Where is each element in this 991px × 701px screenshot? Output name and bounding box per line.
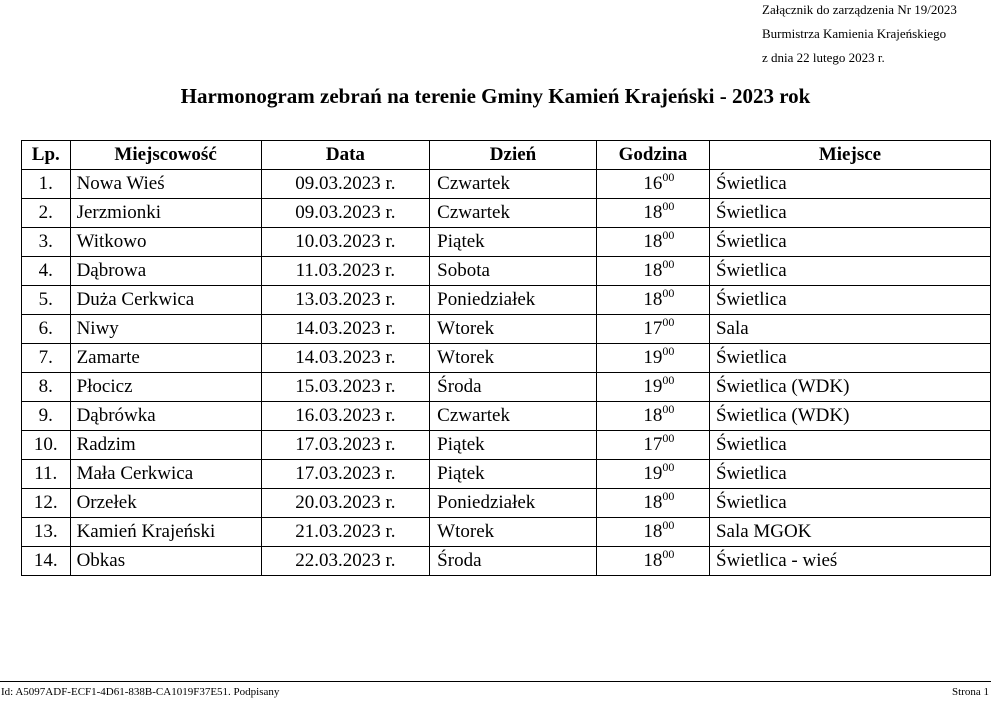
hour-value bbox=[643, 460, 675, 484]
cell-venue: Sala MGOK bbox=[709, 518, 990, 547]
hour-hours: 18 bbox=[643, 289, 663, 310]
cell-venue: Świetlica bbox=[709, 228, 990, 257]
hour-value bbox=[643, 257, 675, 281]
cell-venue: Świetlica (WDK) bbox=[709, 373, 990, 402]
hour-minutes: 00 bbox=[662, 373, 675, 387]
hour-hours: 18 bbox=[643, 521, 663, 542]
attachment-note-line3: z dnia 22 lutego 2023 r. bbox=[762, 50, 885, 65]
cell-locality: Zamarte bbox=[70, 344, 261, 373]
cell-lp: 13. bbox=[22, 518, 71, 547]
hour-minutes: 00 bbox=[662, 489, 675, 503]
hour-hours: 18 bbox=[643, 260, 663, 281]
table-row bbox=[22, 170, 991, 199]
table-row bbox=[22, 547, 991, 576]
cell-lp: 7. bbox=[22, 344, 71, 373]
cell-hour bbox=[596, 373, 709, 402]
hour-hours: 18 bbox=[643, 550, 663, 571]
cell-day: Piątek bbox=[430, 460, 597, 489]
hour-value bbox=[643, 344, 675, 368]
hour-minutes: 00 bbox=[662, 460, 675, 474]
cell-venue: Świetlica bbox=[709, 257, 990, 286]
cell-date: 10.03.2023 r. bbox=[261, 228, 430, 257]
table-row bbox=[22, 228, 991, 257]
hour-minutes: 00 bbox=[662, 431, 675, 445]
cell-hour bbox=[596, 518, 709, 547]
cell-venue: Sala bbox=[709, 315, 990, 344]
hour-minutes: 00 bbox=[662, 344, 675, 358]
cell-date: 16.03.2023 r. bbox=[261, 402, 430, 431]
page-footer bbox=[0, 681, 991, 698]
attachment-note-line1: Załącznik do zarządzenia Nr 19/2023 bbox=[762, 2, 957, 17]
cell-venue: Świetlica bbox=[709, 286, 990, 315]
cell-venue: Świetlica bbox=[709, 489, 990, 518]
hour-hours: 18 bbox=[643, 231, 663, 252]
cell-lp: 12. bbox=[22, 489, 71, 518]
cell-day: Poniedziałek bbox=[430, 286, 597, 315]
cell-lp: 14. bbox=[22, 547, 71, 576]
cell-locality: Mała Cerkwica bbox=[70, 460, 261, 489]
schedule-table bbox=[21, 140, 991, 576]
hour-value bbox=[643, 431, 675, 455]
hour-minutes: 00 bbox=[662, 257, 675, 271]
table-row bbox=[22, 199, 991, 228]
cell-day: Wtorek bbox=[430, 344, 597, 373]
header-locality: Miejscowość bbox=[70, 141, 261, 170]
hour-value bbox=[643, 489, 675, 513]
table-row bbox=[22, 257, 991, 286]
cell-date: 13.03.2023 r. bbox=[261, 286, 430, 315]
cell-date: 11.03.2023 r. bbox=[261, 257, 430, 286]
hour-hours: 18 bbox=[643, 202, 663, 223]
table-row bbox=[22, 402, 991, 431]
cell-hour bbox=[596, 286, 709, 315]
cell-hour bbox=[596, 460, 709, 489]
hour-value bbox=[643, 547, 675, 571]
cell-locality: Radzim bbox=[70, 431, 261, 460]
cell-day: Czwartek bbox=[430, 402, 597, 431]
hour-value bbox=[643, 402, 675, 426]
hour-value bbox=[643, 228, 675, 252]
cell-date: 14.03.2023 r. bbox=[261, 344, 430, 373]
table-body bbox=[22, 170, 991, 576]
cell-locality: Kamień Krajeński bbox=[70, 518, 261, 547]
cell-day: Piątek bbox=[430, 228, 597, 257]
hour-value bbox=[643, 199, 675, 223]
cell-locality: Witkowo bbox=[70, 228, 261, 257]
hour-minutes: 00 bbox=[662, 547, 675, 561]
hour-minutes: 00 bbox=[662, 199, 675, 213]
cell-locality: Płocicz bbox=[70, 373, 261, 402]
cell-lp: 2. bbox=[22, 199, 71, 228]
table-row bbox=[22, 344, 991, 373]
hour-hours: 19 bbox=[643, 347, 663, 368]
cell-venue: Świetlica bbox=[709, 170, 990, 199]
hour-hours: 17 bbox=[643, 318, 663, 339]
page-number: Strona 1 bbox=[952, 686, 989, 698]
hour-value bbox=[643, 286, 675, 310]
cell-hour bbox=[596, 547, 709, 576]
table-row bbox=[22, 489, 991, 518]
cell-date: 20.03.2023 r. bbox=[261, 489, 430, 518]
cell-day: Środa bbox=[430, 547, 597, 576]
cell-date: 22.03.2023 r. bbox=[261, 547, 430, 576]
cell-hour bbox=[596, 402, 709, 431]
cell-day: Czwartek bbox=[430, 170, 597, 199]
table-row bbox=[22, 518, 991, 547]
cell-lp: 1. bbox=[22, 170, 71, 199]
hour-minutes: 00 bbox=[662, 286, 675, 300]
table-row bbox=[22, 373, 991, 402]
cell-lp: 9. bbox=[22, 402, 71, 431]
hour-minutes: 00 bbox=[662, 518, 675, 532]
cell-hour bbox=[596, 431, 709, 460]
cell-day: Wtorek bbox=[430, 518, 597, 547]
cell-day: Czwartek bbox=[430, 199, 597, 228]
cell-locality: Niwy bbox=[70, 315, 261, 344]
hour-hours: 18 bbox=[643, 405, 663, 426]
header-day: Dzień bbox=[430, 141, 597, 170]
table-row bbox=[22, 460, 991, 489]
cell-locality: Dąbrowa bbox=[70, 257, 261, 286]
hour-minutes: 00 bbox=[662, 228, 675, 242]
cell-day: Poniedziałek bbox=[430, 489, 597, 518]
cell-lp: 5. bbox=[22, 286, 71, 315]
cell-hour bbox=[596, 315, 709, 344]
cell-hour bbox=[596, 489, 709, 518]
cell-hour bbox=[596, 257, 709, 286]
cell-locality: Orzełek bbox=[70, 489, 261, 518]
cell-day: Sobota bbox=[430, 257, 597, 286]
table-row bbox=[22, 431, 991, 460]
attachment-note-line2: Burmistrza Kamienia Krajeńskiego bbox=[762, 26, 947, 41]
cell-lp: 4. bbox=[22, 257, 71, 286]
cell-date: 14.03.2023 r. bbox=[261, 315, 430, 344]
cell-date: 17.03.2023 r. bbox=[261, 431, 430, 460]
cell-hour bbox=[596, 170, 709, 199]
hour-hours: 19 bbox=[643, 463, 663, 484]
cell-venue: Świetlica bbox=[709, 344, 990, 373]
cell-lp: 11. bbox=[22, 460, 71, 489]
cell-date: 21.03.2023 r. bbox=[261, 518, 430, 547]
table-row bbox=[22, 315, 991, 344]
hour-hours: 17 bbox=[643, 434, 663, 455]
header-lp: Lp. bbox=[22, 141, 71, 170]
table-row bbox=[22, 286, 991, 315]
hour-value bbox=[643, 518, 675, 542]
cell-date: 15.03.2023 r. bbox=[261, 373, 430, 402]
cell-hour bbox=[596, 199, 709, 228]
cell-venue: Świetlica - wieś bbox=[709, 547, 990, 576]
header-date: Data bbox=[261, 141, 430, 170]
cell-lp: 8. bbox=[22, 373, 71, 402]
hour-value bbox=[643, 170, 675, 194]
cell-lp: 3. bbox=[22, 228, 71, 257]
cell-venue: Świetlica bbox=[709, 199, 990, 228]
attachment-note bbox=[762, 0, 957, 70]
cell-locality: Nowa Wieś bbox=[70, 170, 261, 199]
cell-locality: Dąbrówka bbox=[70, 402, 261, 431]
hour-value bbox=[643, 373, 675, 397]
cell-venue: Świetlica (WDK) bbox=[709, 402, 990, 431]
cell-venue: Świetlica bbox=[709, 431, 990, 460]
cell-venue: Świetlica bbox=[709, 460, 990, 489]
cell-locality: Obkas bbox=[70, 547, 261, 576]
header-hour: Godzina bbox=[596, 141, 709, 170]
table-header-row bbox=[22, 141, 991, 170]
cell-day: Wtorek bbox=[430, 315, 597, 344]
cell-lp: 10. bbox=[22, 431, 71, 460]
hour-hours: 19 bbox=[643, 376, 663, 397]
cell-date: 17.03.2023 r. bbox=[261, 460, 430, 489]
cell-date: 09.03.2023 r. bbox=[261, 199, 430, 228]
document-id: Id: A5097ADF-ECF1-4D61-838B-CA1019F37E51. Podpisany bbox=[1, 686, 280, 698]
hour-hours: 16 bbox=[643, 173, 663, 194]
cell-day: Piątek bbox=[430, 431, 597, 460]
hour-hours: 18 bbox=[643, 492, 663, 513]
document-title: Harmonogram zebrań na terenie Gminy Kamień Krajeński - 2023 rok bbox=[180, 84, 811, 108]
header-venue: Miejsce bbox=[709, 141, 990, 170]
cell-hour bbox=[596, 344, 709, 373]
hour-value bbox=[643, 315, 675, 339]
cell-locality: Jerzmionki bbox=[70, 199, 261, 228]
cell-locality: Duża Cerkwica bbox=[70, 286, 261, 315]
hour-minutes: 00 bbox=[662, 315, 675, 329]
cell-date: 09.03.2023 r. bbox=[261, 170, 430, 199]
cell-day: Środa bbox=[430, 373, 597, 402]
cell-hour bbox=[596, 228, 709, 257]
hour-minutes: 00 bbox=[662, 402, 675, 416]
hour-minutes: 00 bbox=[662, 170, 675, 184]
cell-lp: 6. bbox=[22, 315, 71, 344]
